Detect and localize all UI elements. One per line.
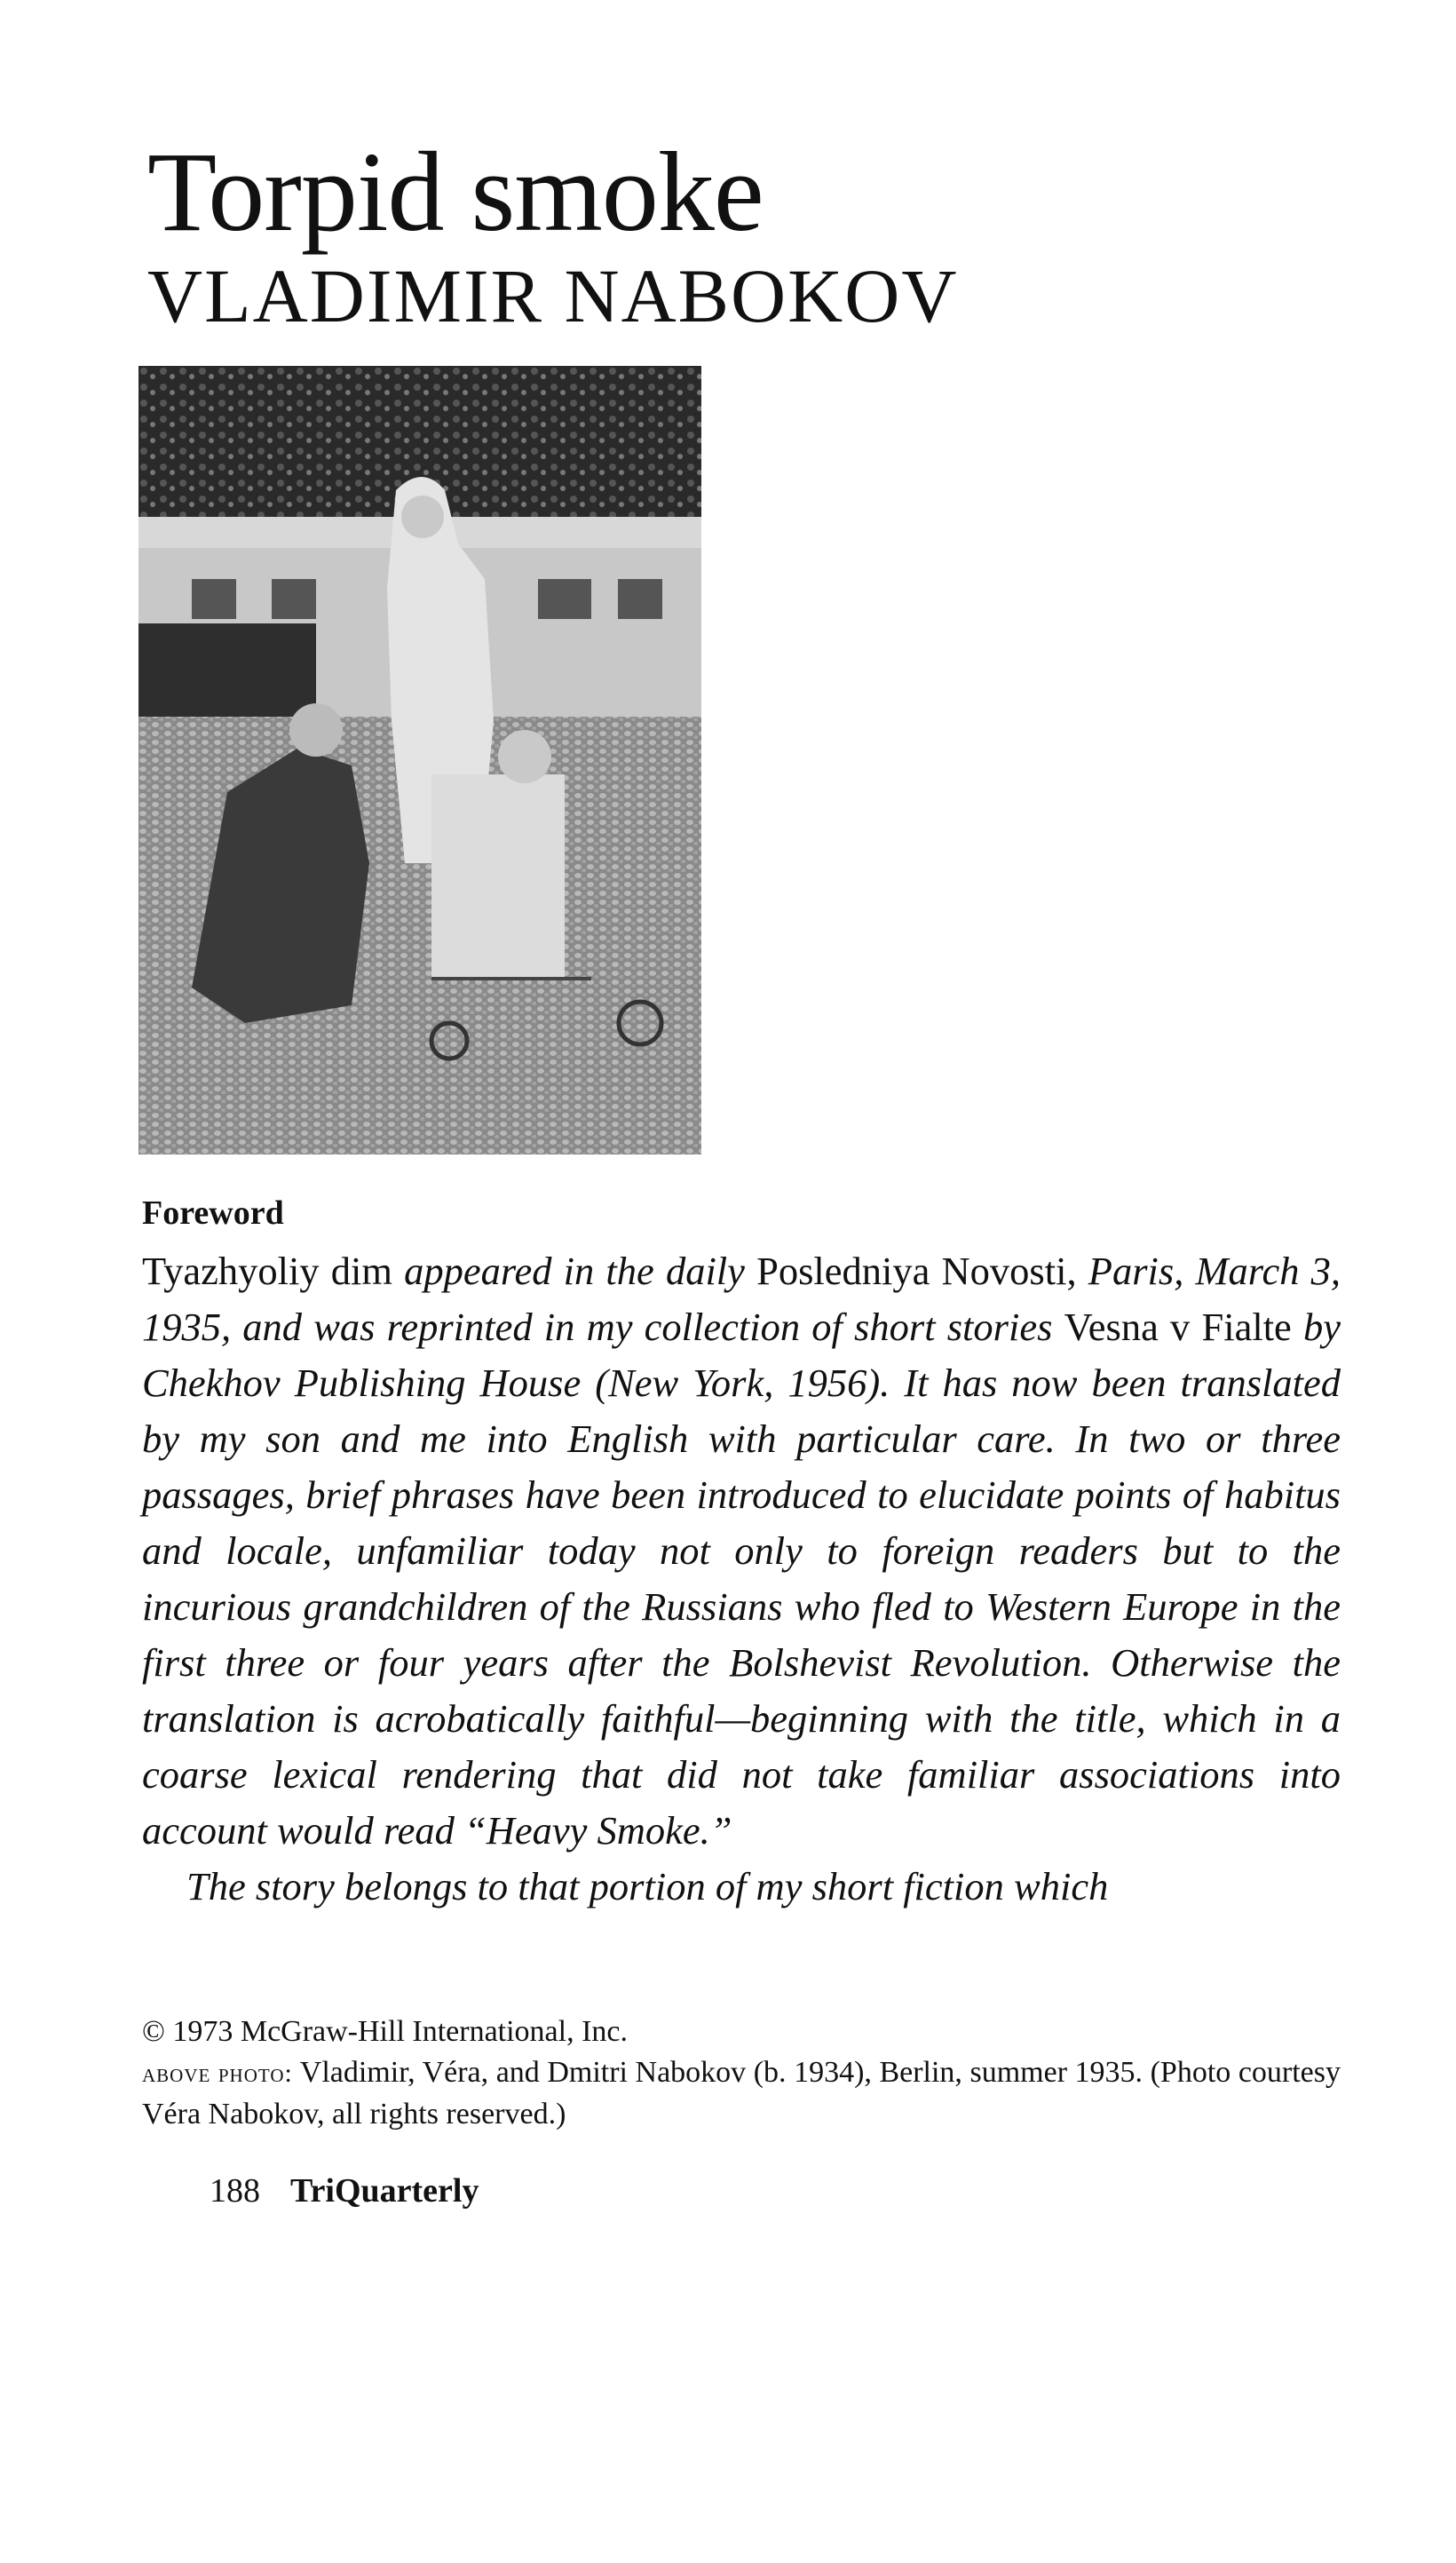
foreword-paragraph-1	[142, 1243, 1341, 1859]
photo-caption	[142, 2052, 1341, 2135]
page-footer	[210, 2171, 479, 2210]
footnotes	[142, 2012, 1341, 2135]
foreword-text	[142, 1243, 1341, 1915]
foreword-paragraph-2: The story belongs to that portion of my short fiction which	[186, 1864, 1109, 1908]
russian-title: Tyazhyoliy dim	[142, 1249, 392, 1293]
author-name: VLADIMIR NABOKOV	[147, 253, 959, 338]
text-run: by Chekhov Publishing House (New York, 1956). It has now been translated by my son and me into English with particular care. In two or three passages, brief phrases have been introduced to elucidate points of habitus and locale, unfamiliar today not only to foreign readers but to the incurious grandchildren of the Russians who fled to Western Europe in the first three or four years after the Bolshevist Revolution. Otherwise the translation is acrobatically faithful—beginning with the title, which in a coarse lexical rendering that did not take familiar associations into account would read “Heavy Smoke.”	[142, 1305, 1341, 1853]
photo-illustration	[138, 366, 701, 1155]
photo-caption-label: above photo:	[142, 2059, 293, 2088]
copyright-notice: © 1973 McGraw-Hill International, Inc.	[142, 2015, 629, 2048]
text-run: Paris, March 3, 1935, and was reprinted in my collection of short stories	[142, 1249, 1341, 1349]
story-title: Torpid smoke	[147, 129, 764, 255]
family-photo	[138, 366, 701, 1155]
foreword-heading: Foreword	[142, 1194, 284, 1232]
photo-caption-text: Vladimir, Véra, and Dmitri Nabokov (b. 1934), Berlin, summer 1935. (Photo courtesy Véra Nabokov, all rights reserved.)	[142, 2056, 1341, 2131]
page-number: 188	[210, 2172, 260, 2210]
collection-title: Vesna v Fialte	[1064, 1305, 1292, 1349]
text-run: appeared in the daily	[392, 1249, 757, 1293]
newspaper-name: Posledniya Novosti,	[756, 1249, 1077, 1293]
journal-name: TriQuarterly	[290, 2172, 479, 2210]
